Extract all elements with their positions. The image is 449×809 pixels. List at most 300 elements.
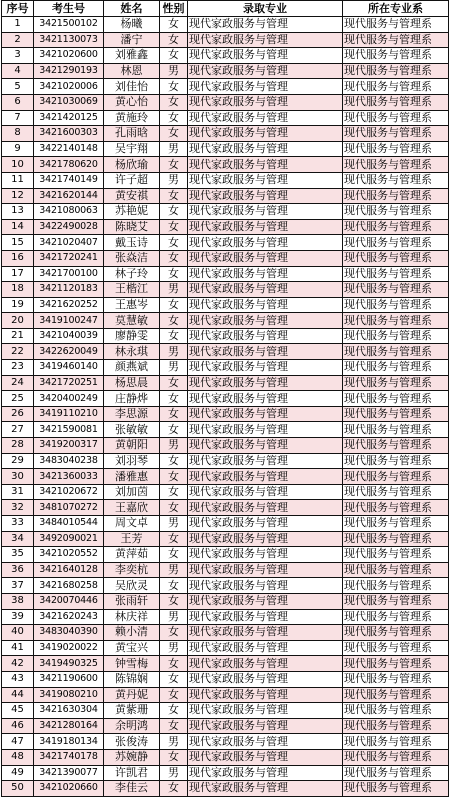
student-name-cell: 苏婉静 — [104, 749, 160, 765]
major-cell: 现代家政服务与管理 — [188, 593, 343, 609]
row-index-cell: 23 — [2, 360, 34, 376]
department-cell: 现代服务与管理系 — [343, 94, 449, 110]
table-row — [2, 718, 449, 734]
exam-number-cell: 3421020672 — [34, 484, 104, 500]
department-cell: 现代服务与管理系 — [343, 313, 449, 329]
gender-cell: 女 — [160, 406, 188, 422]
table-row — [2, 578, 449, 594]
department-cell: 现代服务与管理系 — [343, 126, 449, 142]
exam-number-cell: 3421680258 — [34, 578, 104, 594]
gender-cell: 女 — [160, 625, 188, 641]
major-cell: 现代家政服务与管理 — [188, 141, 343, 157]
row-index-cell: 19 — [2, 297, 34, 313]
row-index-cell: 7 — [2, 110, 34, 126]
student-name-cell: 王芳 — [104, 531, 160, 547]
department-cell: 现代服务与管理系 — [343, 469, 449, 485]
row-index-cell: 3 — [2, 48, 34, 64]
department-cell: 现代服务与管理系 — [343, 500, 449, 516]
department-cell: 现代服务与管理系 — [343, 438, 449, 454]
student-name-cell: 黄安祺 — [104, 188, 160, 204]
header-gender: 性别 — [160, 1, 188, 17]
table-row — [2, 313, 449, 329]
table-row — [2, 360, 449, 376]
student-name-cell: 赖小清 — [104, 625, 160, 641]
major-cell: 现代家政服务与管理 — [188, 235, 343, 251]
gender-cell: 女 — [160, 749, 188, 765]
student-name-cell: 刘羽琴 — [104, 453, 160, 469]
department-cell: 现代服务与管理系 — [343, 360, 449, 376]
exam-number-cell: 3483040390 — [34, 625, 104, 641]
department-cell: 现代服务与管理系 — [343, 687, 449, 703]
student-name-cell: 黄宝兴 — [104, 640, 160, 656]
exam-number-cell: 3421080063 — [34, 204, 104, 220]
header-exam-number: 考生号 — [34, 1, 104, 17]
department-cell: 现代服务与管理系 — [343, 297, 449, 313]
department-cell: 现代服务与管理系 — [343, 547, 449, 563]
table-row — [2, 48, 449, 64]
row-index-cell: 1 — [2, 17, 34, 33]
exam-number-cell: 3421720251 — [34, 375, 104, 391]
exam-number-cell: 3419080210 — [34, 687, 104, 703]
student-name-cell: 廖静雯 — [104, 328, 160, 344]
table-row — [2, 516, 449, 532]
department-cell: 现代服务与管理系 — [343, 562, 449, 578]
row-index-cell: 16 — [2, 250, 34, 266]
student-name-cell: 黄施玲 — [104, 110, 160, 126]
gender-cell: 女 — [160, 469, 188, 485]
major-cell: 现代家政服务与管理 — [188, 781, 343, 797]
table-row — [2, 562, 449, 578]
gender-cell: 女 — [160, 578, 188, 594]
row-index-cell: 29 — [2, 453, 34, 469]
major-cell: 现代家政服务与管理 — [188, 219, 343, 235]
row-index-cell: 35 — [2, 547, 34, 563]
gender-cell: 女 — [160, 32, 188, 48]
major-cell: 现代家政服务与管理 — [188, 360, 343, 376]
gender-cell: 女 — [160, 422, 188, 438]
major-cell: 现代家政服务与管理 — [188, 469, 343, 485]
student-name-cell: 苏艳妮 — [104, 204, 160, 220]
table-header — [2, 1, 449, 17]
major-cell: 现代家政服务与管理 — [188, 438, 343, 454]
gender-cell: 男 — [160, 282, 188, 298]
row-index-cell: 10 — [2, 157, 34, 173]
student-name-cell: 李佳云 — [104, 781, 160, 797]
exam-number-cell: 3421020552 — [34, 547, 104, 563]
gender-cell: 男 — [160, 609, 188, 625]
exam-number-cell: 3421780620 — [34, 157, 104, 173]
gender-cell: 女 — [160, 157, 188, 173]
department-cell: 现代服务与管理系 — [343, 219, 449, 235]
department-cell: 现代服务与管理系 — [343, 79, 449, 95]
department-cell: 现代服务与管理系 — [343, 781, 449, 797]
row-index-cell: 5 — [2, 79, 34, 95]
table-row — [2, 687, 449, 703]
exam-number-cell: 3419100247 — [34, 313, 104, 329]
student-name-cell: 刘加茵 — [104, 484, 160, 500]
major-cell: 现代家政服务与管理 — [188, 344, 343, 360]
student-name-cell: 杨欣瑜 — [104, 157, 160, 173]
table-row — [2, 656, 449, 672]
department-cell: 现代服务与管理系 — [343, 157, 449, 173]
major-cell: 现代家政服务与管理 — [188, 32, 343, 48]
student-name-cell: 李奕杭 — [104, 562, 160, 578]
gender-cell: 男 — [160, 734, 188, 750]
table-row — [2, 391, 449, 407]
row-index-cell: 9 — [2, 141, 34, 157]
row-index-cell: 40 — [2, 625, 34, 641]
department-cell: 现代服务与管理系 — [343, 391, 449, 407]
department-cell: 现代服务与管理系 — [343, 765, 449, 781]
department-cell: 现代服务与管理系 — [343, 375, 449, 391]
major-cell: 现代家政服务与管理 — [188, 406, 343, 422]
gender-cell: 女 — [160, 531, 188, 547]
department-cell: 现代服务与管理系 — [343, 344, 449, 360]
department-cell: 现代服务与管理系 — [343, 48, 449, 64]
gender-cell: 男 — [160, 344, 188, 360]
row-index-cell: 31 — [2, 484, 34, 500]
major-cell: 现代家政服务与管理 — [188, 266, 343, 282]
student-name-cell: 周文卓 — [104, 516, 160, 532]
table-row — [2, 188, 449, 204]
row-index-cell: 30 — [2, 469, 34, 485]
table-row — [2, 110, 449, 126]
student-name-cell: 张雨轩 — [104, 593, 160, 609]
student-name-cell: 吴欣灵 — [104, 578, 160, 594]
exam-number-cell: 3421600303 — [34, 126, 104, 142]
table-row — [2, 406, 449, 422]
table-row — [2, 172, 449, 188]
department-cell: 现代服务与管理系 — [343, 266, 449, 282]
major-cell: 现代家政服务与管理 — [188, 718, 343, 734]
gender-cell: 女 — [160, 17, 188, 33]
table-row — [2, 204, 449, 220]
student-name-cell: 王楷江 — [104, 282, 160, 298]
header-name: 姓名 — [104, 1, 160, 17]
exam-number-cell: 3483040238 — [34, 453, 104, 469]
gender-cell: 女 — [160, 328, 188, 344]
row-index-cell: 15 — [2, 235, 34, 251]
row-index-cell: 13 — [2, 204, 34, 220]
exam-number-cell: 3420070446 — [34, 593, 104, 609]
exam-number-cell: 3421500102 — [34, 17, 104, 33]
gender-cell: 女 — [160, 703, 188, 719]
student-name-cell: 许凯君 — [104, 765, 160, 781]
row-index-cell: 48 — [2, 749, 34, 765]
department-cell: 现代服务与管理系 — [343, 406, 449, 422]
department-cell: 现代服务与管理系 — [343, 63, 449, 79]
exam-number-cell: 3422140148 — [34, 141, 104, 157]
department-cell: 现代服务与管理系 — [343, 484, 449, 500]
major-cell: 现代家政服务与管理 — [188, 609, 343, 625]
student-name-cell: 林永琪 — [104, 344, 160, 360]
major-cell: 现代家政服务与管理 — [188, 79, 343, 95]
table-row — [2, 640, 449, 656]
table-row — [2, 32, 449, 48]
exam-number-cell: 3419180134 — [34, 734, 104, 750]
exam-number-cell: 3421360033 — [34, 469, 104, 485]
row-index-cell: 37 — [2, 578, 34, 594]
row-index-cell: 14 — [2, 219, 34, 235]
major-cell: 现代家政服务与管理 — [188, 328, 343, 344]
row-index-cell: 17 — [2, 266, 34, 282]
department-cell: 现代服务与管理系 — [343, 656, 449, 672]
student-name-cell: 许子超 — [104, 172, 160, 188]
table-row — [2, 282, 449, 298]
student-name-cell: 黄丹妮 — [104, 687, 160, 703]
major-cell: 现代家政服务与管理 — [188, 204, 343, 220]
exam-number-cell: 3421640128 — [34, 562, 104, 578]
exam-number-cell: 3421590081 — [34, 422, 104, 438]
exam-number-cell: 3420400249 — [34, 391, 104, 407]
gender-cell: 女 — [160, 313, 188, 329]
major-cell: 现代家政服务与管理 — [188, 640, 343, 656]
row-index-cell: 42 — [2, 656, 34, 672]
student-name-cell: 王惠岑 — [104, 297, 160, 313]
major-cell: 现代家政服务与管理 — [188, 703, 343, 719]
row-index-cell: 45 — [2, 703, 34, 719]
student-name-cell: 王嘉欣 — [104, 500, 160, 516]
row-index-cell: 47 — [2, 734, 34, 750]
table-row — [2, 749, 449, 765]
gender-cell: 男 — [160, 516, 188, 532]
row-index-cell: 8 — [2, 126, 34, 142]
header-row — [2, 1, 449, 17]
exam-number-cell: 3421390077 — [34, 765, 104, 781]
row-index-cell: 22 — [2, 344, 34, 360]
gender-cell: 女 — [160, 110, 188, 126]
gender-cell: 女 — [160, 718, 188, 734]
row-index-cell: 24 — [2, 375, 34, 391]
exam-number-cell: 3421120183 — [34, 282, 104, 298]
department-cell: 现代服务与管理系 — [343, 188, 449, 204]
department-cell: 现代服务与管理系 — [343, 235, 449, 251]
gender-cell: 女 — [160, 297, 188, 313]
table-row — [2, 344, 449, 360]
exam-number-cell: 3421020407 — [34, 235, 104, 251]
row-index-cell: 46 — [2, 718, 34, 734]
student-name-cell: 黄紫珊 — [104, 703, 160, 719]
row-index-cell: 50 — [2, 781, 34, 797]
gender-cell: 女 — [160, 219, 188, 235]
exam-number-cell: 3421720241 — [34, 250, 104, 266]
row-index-cell: 43 — [2, 671, 34, 687]
student-name-cell: 杨思晨 — [104, 375, 160, 391]
major-cell: 现代家政服务与管理 — [188, 562, 343, 578]
student-name-cell: 余明鸿 — [104, 718, 160, 734]
department-cell: 现代服务与管理系 — [343, 531, 449, 547]
admission-table — [1, 0, 449, 797]
table-row — [2, 734, 449, 750]
gender-cell: 男 — [160, 141, 188, 157]
table-row — [2, 250, 449, 266]
exam-number-cell: 3421280164 — [34, 718, 104, 734]
exam-number-cell: 3422490028 — [34, 219, 104, 235]
row-index-cell: 49 — [2, 765, 34, 781]
student-name-cell: 李思源 — [104, 406, 160, 422]
header-index: 序号 — [2, 1, 34, 17]
major-cell: 现代家政服务与管理 — [188, 188, 343, 204]
exam-number-cell: 3421620243 — [34, 609, 104, 625]
exam-number-cell: 3421630304 — [34, 703, 104, 719]
major-cell: 现代家政服务与管理 — [188, 671, 343, 687]
student-name-cell: 林庆祥 — [104, 609, 160, 625]
table-row — [2, 17, 449, 33]
gender-cell: 女 — [160, 375, 188, 391]
department-cell: 现代服务与管理系 — [343, 141, 449, 157]
exam-number-cell: 3421130073 — [34, 32, 104, 48]
table-row — [2, 625, 449, 641]
student-name-cell: 潘雅惠 — [104, 469, 160, 485]
table-row — [2, 438, 449, 454]
table-row — [2, 219, 449, 235]
exam-number-cell: 3422620049 — [34, 344, 104, 360]
row-index-cell: 39 — [2, 609, 34, 625]
gender-cell: 女 — [160, 48, 188, 64]
student-name-cell: 潘宁 — [104, 32, 160, 48]
department-cell: 现代服务与管理系 — [343, 282, 449, 298]
major-cell: 现代家政服务与管理 — [188, 453, 343, 469]
major-cell: 现代家政服务与管理 — [188, 547, 343, 563]
gender-cell: 女 — [160, 453, 188, 469]
table-row — [2, 141, 449, 157]
major-cell: 现代家政服务与管理 — [188, 94, 343, 110]
major-cell: 现代家政服务与管理 — [188, 282, 343, 298]
row-index-cell: 12 — [2, 188, 34, 204]
major-cell: 现代家政服务与管理 — [188, 48, 343, 64]
gender-cell: 女 — [160, 687, 188, 703]
exam-number-cell: 3419460140 — [34, 360, 104, 376]
major-cell: 现代家政服务与管理 — [188, 484, 343, 500]
major-cell: 现代家政服务与管理 — [188, 297, 343, 313]
table-row — [2, 547, 449, 563]
student-name-cell: 林子玲 — [104, 266, 160, 282]
table-row — [2, 422, 449, 438]
major-cell: 现代家政服务与管理 — [188, 313, 343, 329]
gender-cell: 男 — [160, 63, 188, 79]
major-cell: 现代家政服务与管理 — [188, 172, 343, 188]
table-row — [2, 500, 449, 516]
row-index-cell: 4 — [2, 63, 34, 79]
student-name-cell: 陈晓艾 — [104, 219, 160, 235]
gender-cell: 女 — [160, 188, 188, 204]
gender-cell: 女 — [160, 593, 188, 609]
gender-cell: 女 — [160, 126, 188, 142]
student-name-cell: 吴宇翔 — [104, 141, 160, 157]
exam-number-cell: 3419020022 — [34, 640, 104, 656]
gender-cell: 女 — [160, 671, 188, 687]
student-name-cell: 孔雨晗 — [104, 126, 160, 142]
exam-number-cell: 3421620252 — [34, 297, 104, 313]
major-cell: 现代家政服务与管理 — [188, 734, 343, 750]
department-cell: 现代服务与管理系 — [343, 204, 449, 220]
major-cell: 现代家政服务与管理 — [188, 110, 343, 126]
department-cell: 现代服务与管理系 — [343, 671, 449, 687]
gender-cell: 女 — [160, 781, 188, 797]
row-index-cell: 33 — [2, 516, 34, 532]
row-index-cell: 6 — [2, 94, 34, 110]
exam-number-cell: 3419200317 — [34, 438, 104, 454]
exam-number-cell: 3421740178 — [34, 749, 104, 765]
gender-cell: 女 — [160, 500, 188, 516]
exam-number-cell: 3421290193 — [34, 63, 104, 79]
row-index-cell: 38 — [2, 593, 34, 609]
student-name-cell: 张俊涛 — [104, 734, 160, 750]
student-name-cell: 钟雪梅 — [104, 656, 160, 672]
department-cell: 现代服务与管理系 — [343, 453, 449, 469]
major-cell: 现代家政服务与管理 — [188, 578, 343, 594]
major-cell: 现代家政服务与管理 — [188, 625, 343, 641]
table-row — [2, 79, 449, 95]
gender-cell: 女 — [160, 94, 188, 110]
major-cell: 现代家政服务与管理 — [188, 391, 343, 407]
major-cell: 现代家政服务与管理 — [188, 126, 343, 142]
exam-number-cell: 3421420125 — [34, 110, 104, 126]
row-index-cell: 26 — [2, 406, 34, 422]
table-row — [2, 531, 449, 547]
gender-cell: 女 — [160, 204, 188, 220]
row-index-cell: 21 — [2, 328, 34, 344]
row-index-cell: 36 — [2, 562, 34, 578]
department-cell: 现代服务与管理系 — [343, 734, 449, 750]
department-cell: 现代服务与管理系 — [343, 578, 449, 594]
table-body — [2, 17, 449, 797]
student-name-cell: 陈锦娴 — [104, 671, 160, 687]
header-department: 所在专业系 — [343, 1, 449, 17]
exam-number-cell: 3421620144 — [34, 188, 104, 204]
row-index-cell: 11 — [2, 172, 34, 188]
major-cell: 现代家政服务与管理 — [188, 749, 343, 765]
gender-cell: 女 — [160, 235, 188, 251]
department-cell: 现代服务与管理系 — [343, 422, 449, 438]
exam-number-cell: 3421020660 — [34, 781, 104, 797]
row-index-cell: 44 — [2, 687, 34, 703]
department-cell: 现代服务与管理系 — [343, 17, 449, 33]
row-index-cell: 28 — [2, 438, 34, 454]
row-index-cell: 20 — [2, 313, 34, 329]
gender-cell: 男 — [160, 438, 188, 454]
exam-number-cell: 3421020006 — [34, 79, 104, 95]
gender-cell: 女 — [160, 266, 188, 282]
gender-cell: 男 — [160, 562, 188, 578]
row-index-cell: 41 — [2, 640, 34, 656]
row-index-cell: 25 — [2, 391, 34, 407]
student-name-cell: 刘雅鑫 — [104, 48, 160, 64]
table-row — [2, 297, 449, 313]
major-cell: 现代家政服务与管理 — [188, 250, 343, 266]
gender-cell: 男 — [160, 640, 188, 656]
gender-cell: 女 — [160, 79, 188, 95]
table-row — [2, 781, 449, 797]
gender-cell: 女 — [160, 547, 188, 563]
table-row — [2, 63, 449, 79]
table-row — [2, 671, 449, 687]
student-name-cell: 黄萍茹 — [104, 547, 160, 563]
table-row — [2, 235, 449, 251]
major-cell: 现代家政服务与管理 — [188, 531, 343, 547]
student-name-cell: 莫慧敏 — [104, 313, 160, 329]
department-cell: 现代服务与管理系 — [343, 32, 449, 48]
header-major: 录取专业 — [188, 1, 343, 17]
table-row — [2, 703, 449, 719]
student-name-cell: 张敏敏 — [104, 422, 160, 438]
major-cell: 现代家政服务与管理 — [188, 17, 343, 33]
exam-number-cell: 3419110210 — [34, 406, 104, 422]
exam-number-cell: 3421020600 — [34, 48, 104, 64]
major-cell: 现代家政服务与管理 — [188, 765, 343, 781]
department-cell: 现代服务与管理系 — [343, 718, 449, 734]
exam-number-cell: 3421030069 — [34, 94, 104, 110]
